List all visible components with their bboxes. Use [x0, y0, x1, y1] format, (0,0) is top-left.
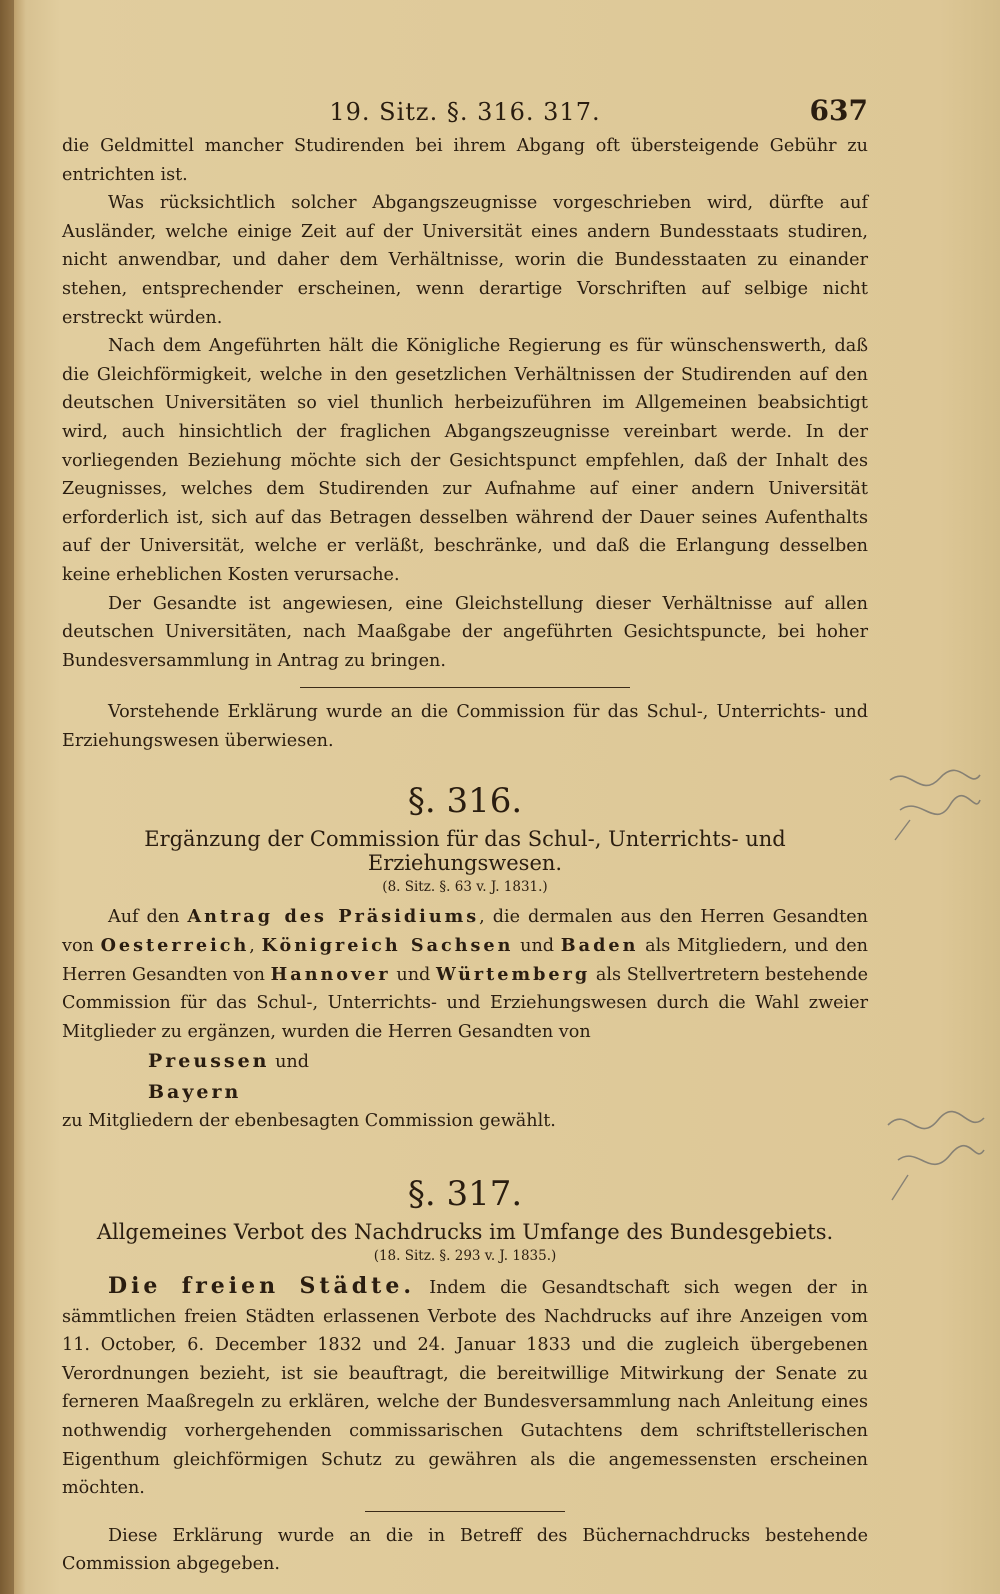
- page-header: [62, 92, 868, 132]
- antrag-emphasis: Antrag des Präsidiums: [187, 906, 480, 928]
- paragraph-auslaender: Was rücksichtlich solcher Abgangszeugnisse vorgeschrieben wird, dürfte auf Ausländer, welche einige Zeit auf der Universität eines andern Bundesstaats studiren, nicht anwendbar, und daher dem Verhältnisse, worin die Bundesstaaten zu einander stehen, entsprechender erscheinen, wenn derartige Vorschriften auf selbige nicht erstreckt würden.: [62, 193, 868, 328]
- section-317-closing: Diese Erklärung wurde an die in Betreff des Büchernachdrucks bestehende Commission abgegeben.: [62, 1525, 868, 1575]
- separator-rule: [300, 687, 630, 688]
- running-head: 19. Sitz. §. 316. 317.: [329, 98, 601, 126]
- margin-pencil-note-316: [880, 760, 990, 850]
- section-316-closing: zu Mitgliedern der ebenbesagten Commission gewählt.: [62, 1111, 556, 1132]
- margin-pencil-note-317: [880, 1100, 990, 1210]
- state-sachsen: Königreich Sachsen: [261, 935, 514, 957]
- section-317-title: Allgemeines Verbot des Nachdrucks im Umfange des Bundesgebiets.: [96, 1220, 834, 1245]
- separator-rule-2: [365, 1511, 565, 1512]
- state-preussen: Preussen: [148, 1050, 270, 1073]
- section-317-reference: (18. Sitz. §. 293 v. J. 1835.): [373, 1248, 557, 1265]
- elected-bayern-line: [62, 1077, 868, 1107]
- section-316-number: §. 316.: [407, 781, 523, 822]
- paragraph-regierung: Nach dem Angeführten hält die Königliche Regierung es für wünschenswerth, daß die Gleichförmigkeit, welche in den gesetzlichen Verhältnissen der Studirenden auf den deutschen Universitäten so viel thunlich herbeizuführen im Allgemeinen beabsichtigt wird, auch hinsichtlich der fraglichen Abgangszeugnisse vereinbart werde. In der vorliegenden Beziehung möchte sich der Gesichtspunct empfehlen, daß der Inhalt des Zeugnisses, welches dem Studirenden zur Aufnahme auf einer andern Universität erforderlich ist, sich auf das Betragen desselben während der Dauer seines Aufenthalts auf der Universität, welche er verläßt, beschränke, und daß die Erlangung desselben keine erheblichen Kosten verursache.: [62, 336, 868, 585]
- state-hannover: Hannover: [270, 963, 391, 985]
- paragraph-gesandte: Der Gesandte ist angewiesen, eine Gleichstellung dieser Verhältnisse auf allen deutschen Universitäten, nach Maaßgabe der angeführten Gesichtspuncte, bei hoher Bundesversammlung in Antrag zu bringen.: [62, 593, 868, 671]
- paragraph-ueberwiesen: Vorstehende Erklärung wurde an die Commission für das Schul-, Unterrichts- und Erziehungswesen überwiesen.: [62, 702, 868, 751]
- section-316-reference: (8. Sitz. §. 63 v. J. 1831.): [382, 879, 548, 896]
- section-316-text: Auf den Antrag des Präsidiums, die dermalen aus den Herren Gesandten von Oesterreich, Königreich Sachsen und Baden als Mitgliedern, und den Herren Gesandten von Hannover und Würtemberg als Stellvertretern bestehende Commission für das Schul-, Unterrichts- und Erziehungswesen durch die Wahl zweier Mitglieder zu ergänzen, wurden die Herren Gesandten von: [62, 906, 868, 1042]
- page-number: 637: [809, 94, 868, 127]
- state-wuertemberg: Würtemberg: [436, 963, 591, 985]
- state-bayern: Bayern: [148, 1081, 242, 1104]
- state-baden: Baden: [560, 935, 639, 957]
- section-316-title: Ergänzung der Commission für das Schul-, Unterrichts- und Erziehungswesen.: [144, 827, 786, 876]
- section-317-number: §. 317.: [407, 1174, 523, 1215]
- elected-preussen-line: Preussen und: [148, 1050, 310, 1073]
- paragraph-continuation: die Geldmittel mancher Studirenden bei ihrem Abgang oft übersteigende Gebühr zu entrichten ist.: [62, 136, 868, 185]
- page-content: [62, 92, 868, 1579]
- freie-staedte-lead: Die freien Städte.: [108, 1273, 415, 1300]
- section-317-text: Die freien Städte. Indem die Gesandtschaft sich wegen der in sämmtlichen freien Städten erlassenen Verbote des Nachdrucks auf ihre Anzeigen vom 11. October, 6. December 1832 und 24. Januar 1833 und die zugleich übergebenen Verordnungen bezieht, ist sie beauftragt, die bereitwillige Mitwirkung der Senate zu ferneren Maaßregeln zu erklären, welche der Bundesversammlung nach Anleitung eines nothwendig vorhergehenden commissarischen Gutachtens dem schriftstellerischen Eigenthum gleichförmigen Schutz zu gewähren als die angemessensten erscheinen möchten.: [62, 1273, 868, 1499]
- binding-gutter: [0, 0, 14, 1594]
- state-oesterreich: Oesterreich: [100, 935, 250, 957]
